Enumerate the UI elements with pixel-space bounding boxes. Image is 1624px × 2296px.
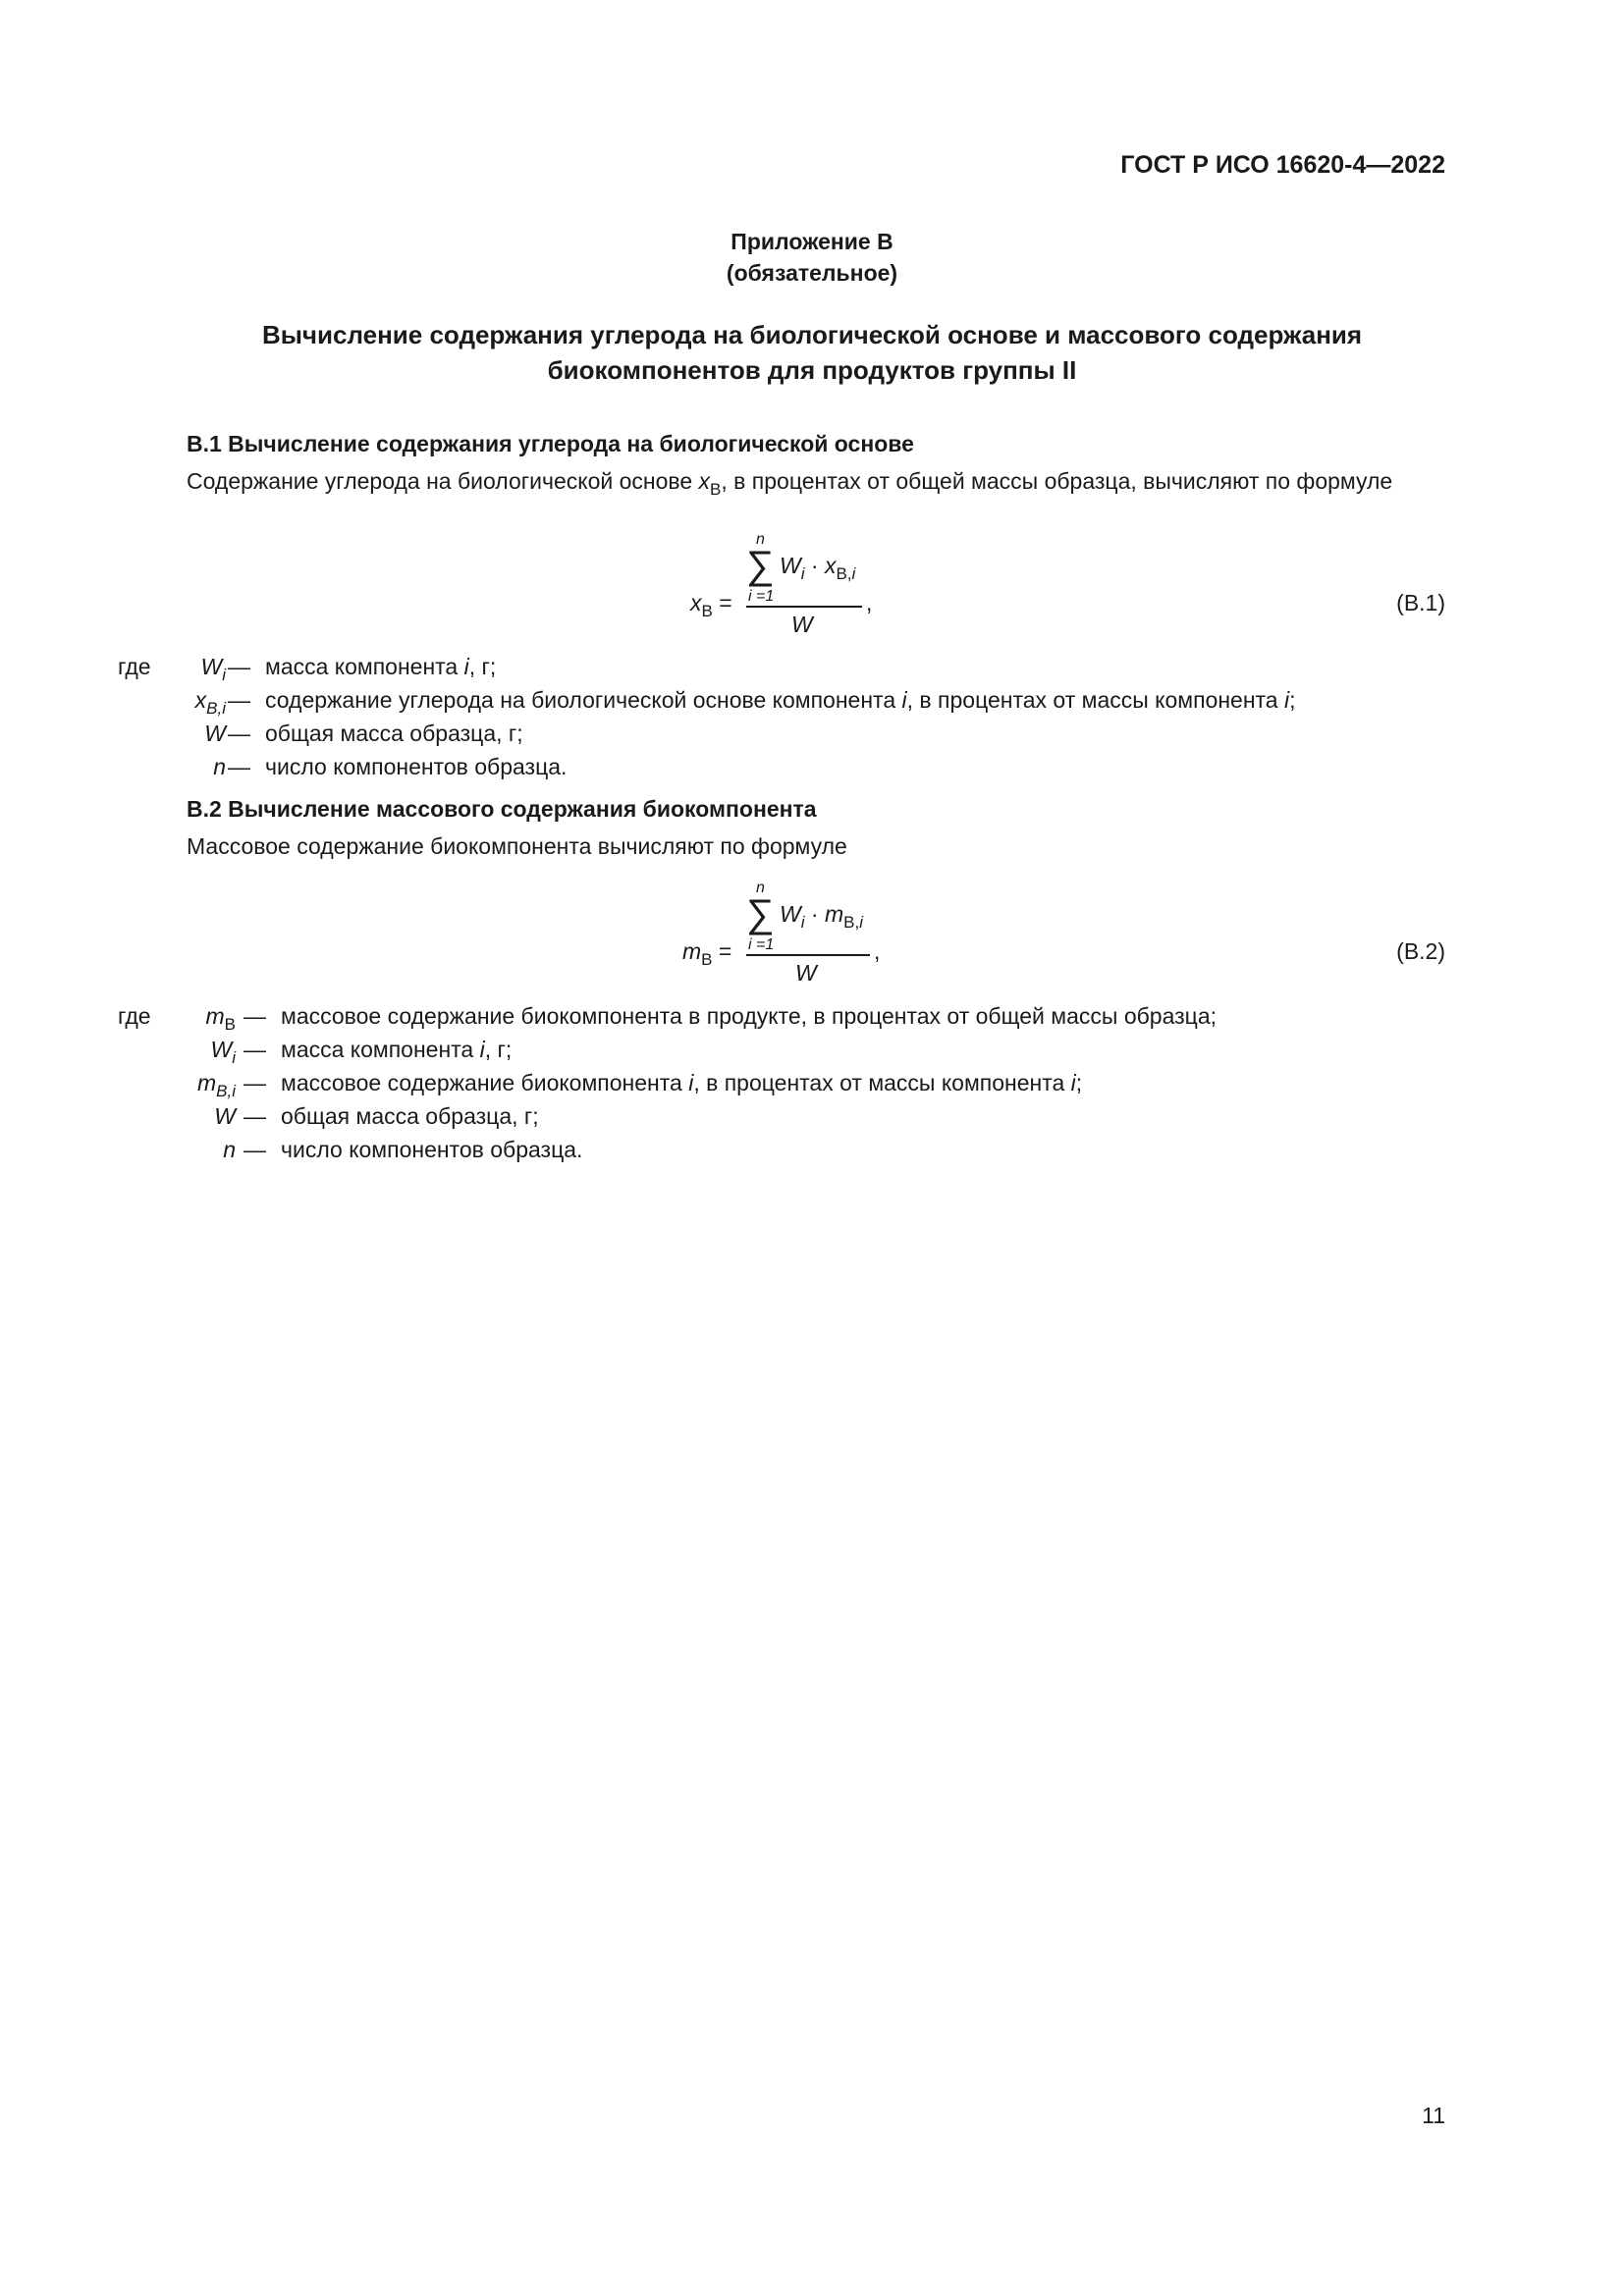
formula-b2: n ∑ i =1 $W_i \cdot m_{B,i}$ W $m_B$ = , (В.2) (0, 879, 1624, 996)
annex-line-2: (обязательное) (726, 260, 898, 286)
annex-title (118, 317, 1506, 388)
fraction-bar (746, 606, 862, 608)
denominator: W (791, 612, 813, 637)
sum-upper-limit: n (756, 531, 765, 548)
section-2-intro: Массовое содержание биокомпонента вычисляют по формуле (187, 833, 847, 859)
sum-lower-limit: i =1 (748, 936, 775, 953)
equation-number: (В.2) (1396, 938, 1445, 964)
numerator: $W_i \cdot x_{B,i}$ (780, 553, 856, 583)
formula-lhs: $m_B$ = (682, 938, 732, 969)
annex-label (0, 226, 1624, 289)
annex-title-line-2: биокомпонентов для продуктов группы II (547, 355, 1077, 385)
page-number: 11 (1422, 2103, 1445, 2129)
numerator: $W_i \cdot m_{B,i}$ (780, 901, 863, 932)
equation-number: (В.1) (1396, 590, 1445, 615)
document-header: ГОСТ Р ИСО 16620-4—2022 (1120, 151, 1445, 179)
formula-lhs: $x_B$ = (690, 590, 732, 620)
denominator: W (795, 960, 817, 986)
sum-lower-limit: i =1 (748, 588, 775, 605)
sum-symbol: ∑ (746, 544, 775, 587)
annex-title-line-1: Вычисление содержания углерода на биологической основе и массового содержания (261, 320, 1363, 349)
section-1-heading: В.1 Вычисление содержания углерода на биологической основе (187, 431, 914, 456)
fraction-bar (746, 954, 870, 956)
annex-line-1: Приложение В (731, 229, 893, 254)
sum-symbol: ∑ (746, 892, 775, 935)
section-1-intro: Содержание углерода на биологической основе $x_B$, в процентах от общей массы образца, вычисляют по формуле (187, 468, 1393, 499)
section-2-heading: В.2 Вычисление массового содержания биокомпонента (187, 796, 817, 822)
formula-b1: n ∑ i =1 $W_i \cdot x_{B,i}$ W $x_B$ = , (В.1) (0, 530, 1624, 648)
sum-upper-limit: n (756, 880, 765, 896)
